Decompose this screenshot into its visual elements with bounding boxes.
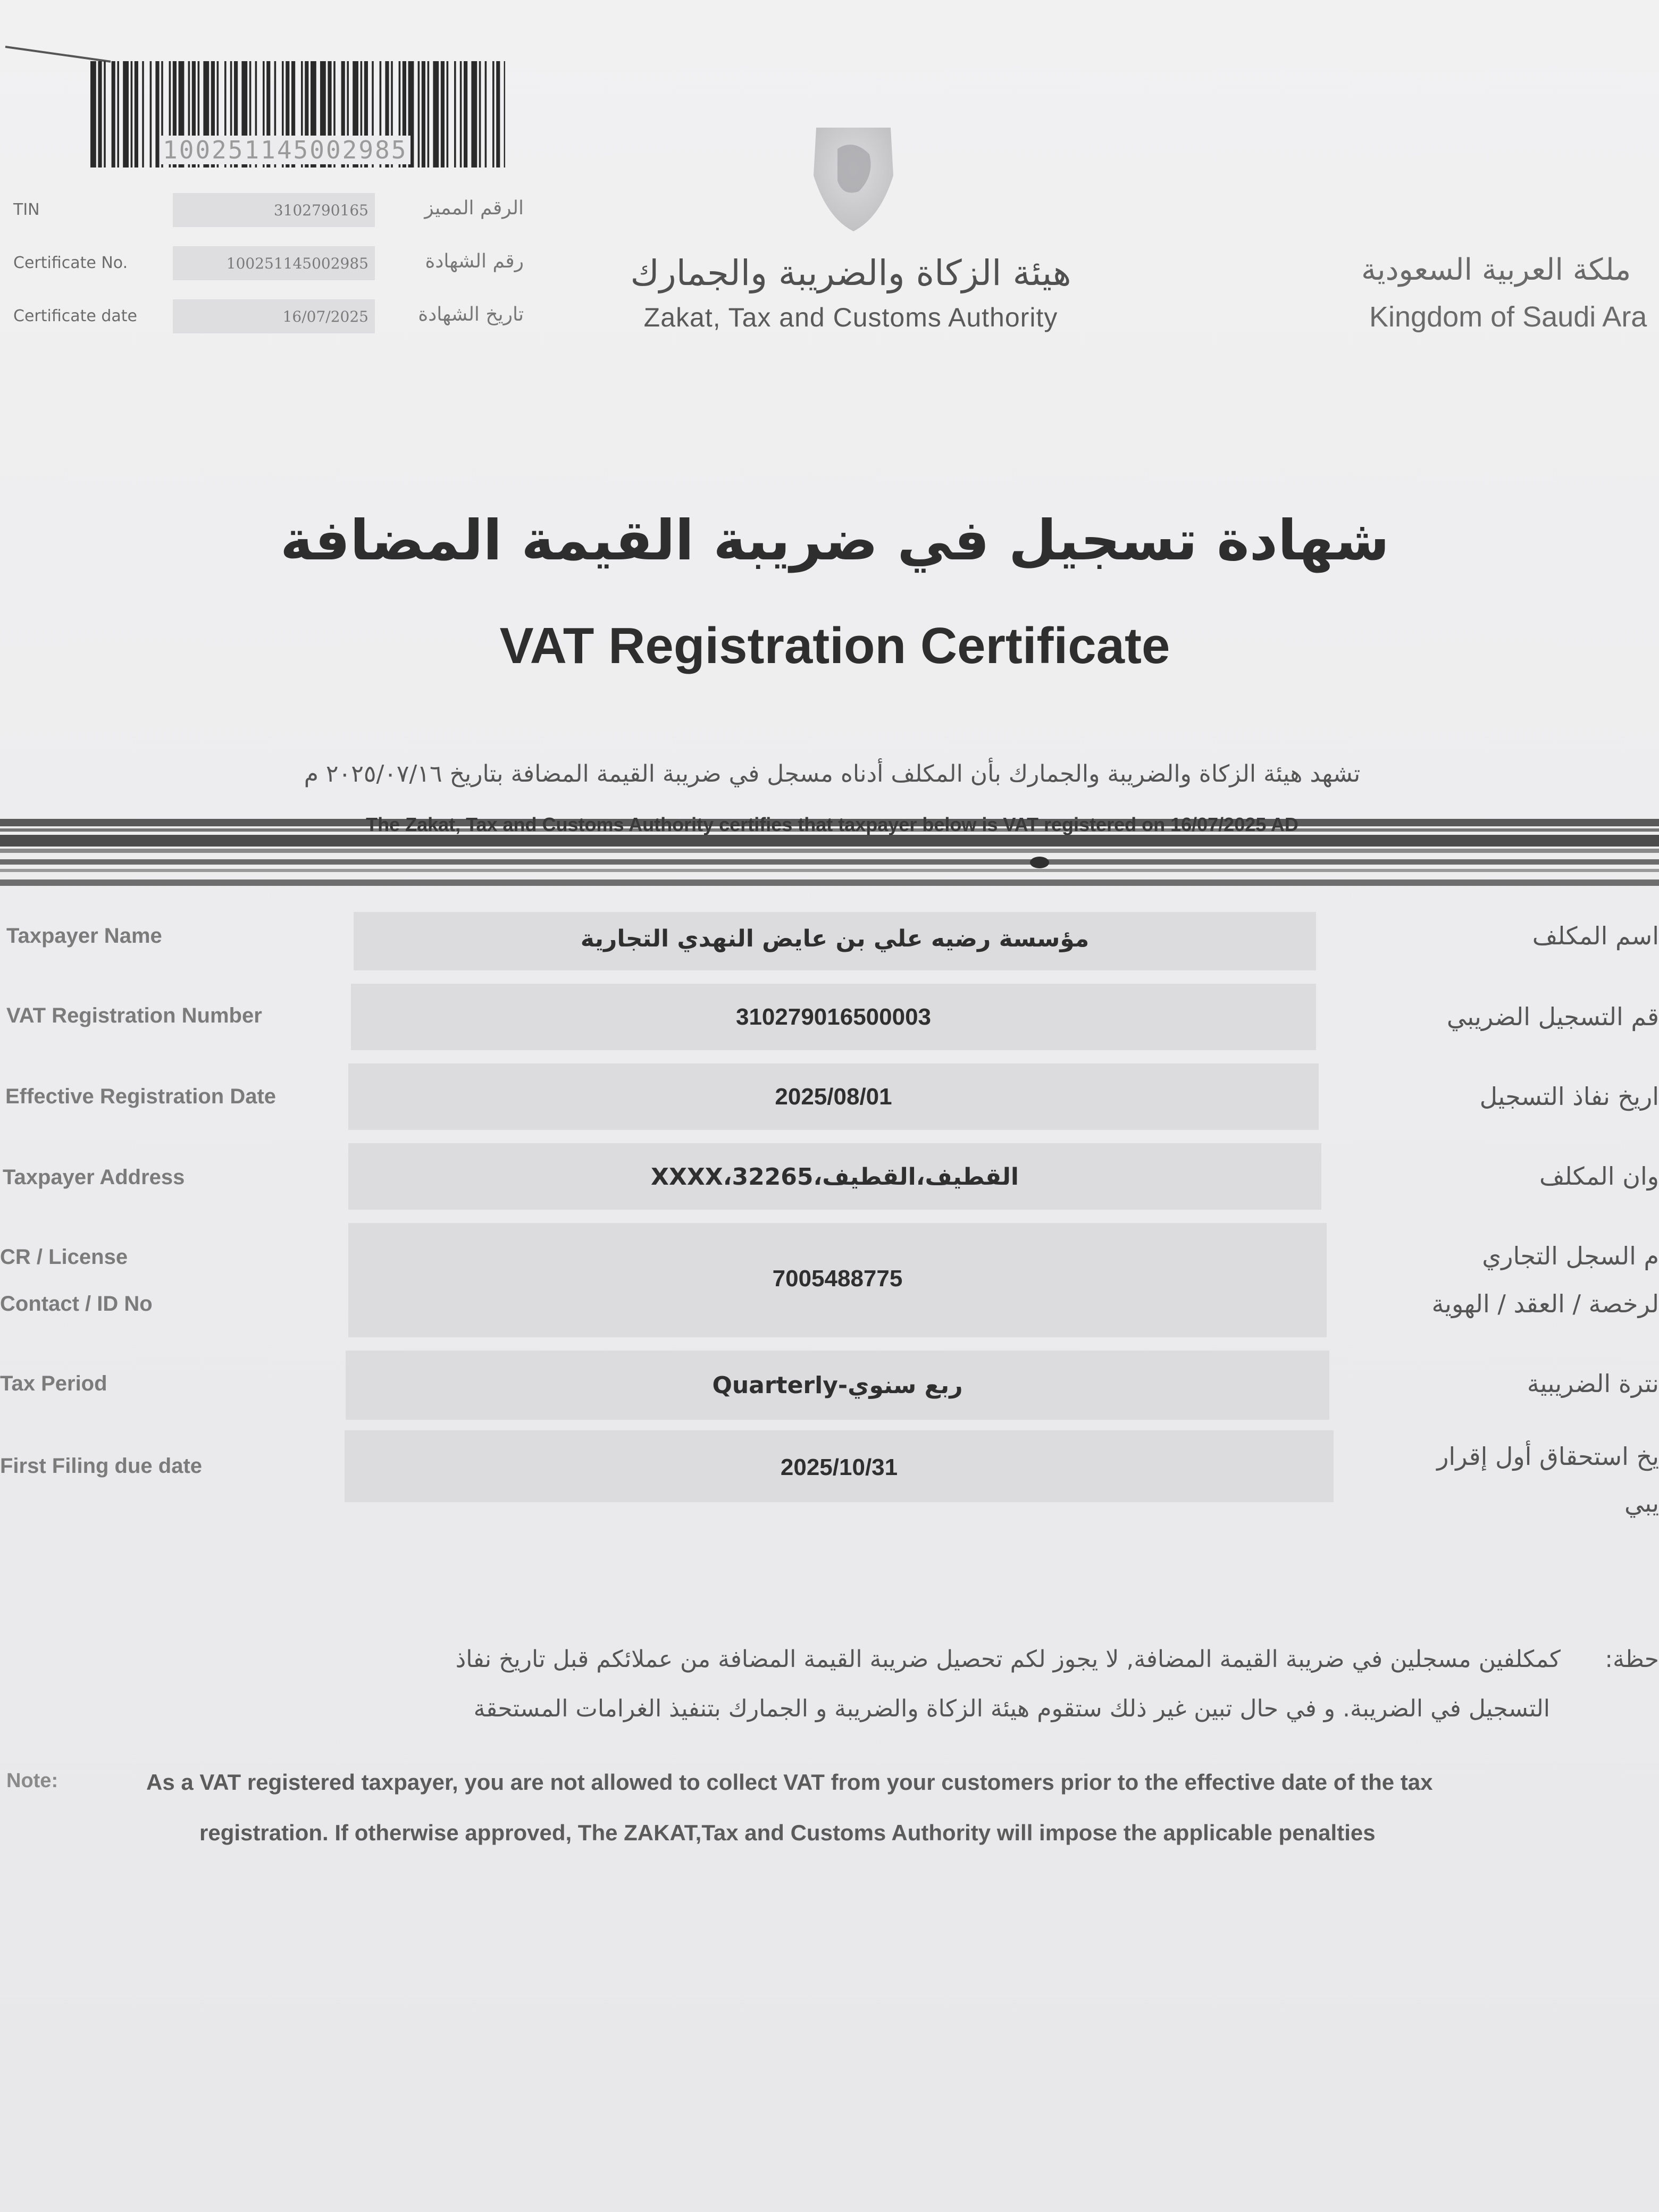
contact-id-label-en: Contact / ID No bbox=[0, 1292, 153, 1316]
first-filing-label-ar-2: يبي bbox=[1624, 1489, 1659, 1518]
cr-license-label-en: CR / License bbox=[0, 1245, 128, 1269]
note-label-ar: حظة: bbox=[1605, 1646, 1659, 1673]
taxpayer-address-label-en: Taxpayer Address bbox=[3, 1166, 185, 1189]
authority-name-en: Zakat, Tax and Customs Authority bbox=[643, 303, 1058, 332]
certificate-date-value: 16/07/2025 bbox=[282, 308, 368, 325]
certificate-date-value-box bbox=[173, 299, 375, 333]
tax-period-label-ar: نترة الضريبية bbox=[1527, 1369, 1659, 1398]
country-name-ar: ملكة العربية السعودية bbox=[1361, 253, 1631, 287]
tax-period-label-en: Tax Period bbox=[0, 1372, 107, 1395]
contact-id-label-ar: لرخصة / العقد / الهوية bbox=[1431, 1289, 1659, 1318]
taxpayer-address-label-ar: وان المكلف bbox=[1539, 1162, 1659, 1191]
taxpayer-address-cell bbox=[348, 1143, 1321, 1210]
tax-period-cell bbox=[346, 1351, 1329, 1420]
vat-number-cell bbox=[351, 984, 1316, 1050]
tin-value-box bbox=[173, 193, 375, 227]
cr-license-cell bbox=[348, 1223, 1327, 1337]
taxpayer-name-cell bbox=[354, 912, 1316, 970]
country-name-en: Kingdom of Saudi Ara bbox=[1369, 301, 1647, 333]
tax-period-value: ربع سنوي-Quarterly bbox=[712, 1372, 963, 1399]
effective-date-label-ar: اريخ نفاذ التسجيل bbox=[1479, 1082, 1659, 1111]
certificate-no-label-en: Certificate No. bbox=[13, 254, 128, 272]
certification-statement-ar: تشهد هيئة الزكاة والضريبة والجمارك بأن المكلف أدناه مسجل في ضريبة القيمة المضافة بتاريخ ٢٠٢٥/٠٧/١٦ م bbox=[304, 760, 1361, 787]
authority-emblem-icon bbox=[800, 117, 907, 234]
taxpayer-name-label-ar: اسم المكلف bbox=[1532, 921, 1659, 950]
certificate-date-label-ar: تاريخ الشهادة bbox=[418, 304, 524, 325]
first-filing-cell bbox=[345, 1430, 1334, 1502]
cr-license-label-ar: م السجل التجاري bbox=[1482, 1242, 1659, 1270]
certification-statement-en: The Zakat, Tax and Customs Authority certifies that taxpayer below is VAT registered on 16/07/2025 AD bbox=[366, 814, 1298, 835]
certificate-title-ar: شهادة تسجيل في ضريبة القيمة المضافة bbox=[280, 508, 1389, 573]
certificate-date-row bbox=[13, 295, 524, 338]
tin-label-ar: الرقم المميز bbox=[424, 197, 524, 219]
effective-date-label-en: Effective Registration Date bbox=[5, 1085, 276, 1108]
first-filing-label-en: First Filing due date bbox=[0, 1454, 203, 1478]
tin-label-en: TIN bbox=[13, 200, 40, 219]
first-filing-label-ar: يخ استحقاق أول إقرار bbox=[1437, 1442, 1659, 1471]
barcode-number: 100251145002985 bbox=[160, 136, 410, 164]
scan-mark bbox=[5, 46, 111, 63]
tin-row bbox=[13, 189, 524, 231]
certificate-date-label-en: Certificate date bbox=[13, 307, 138, 325]
taxpayer-name-label-en: Taxpayer Name bbox=[6, 924, 162, 948]
certificate-title-en: VAT Registration Certificate bbox=[499, 617, 1170, 674]
cr-license-value: 7005488775 bbox=[772, 1266, 903, 1292]
first-filing-value: 2025/10/31 bbox=[780, 1454, 898, 1480]
note-text-en-line-2: registration. If otherwise approved, The ZAKAT,Tax and Customs Authority will impose the applicable penalties bbox=[199, 1820, 1376, 1845]
note-label-en: Note: bbox=[6, 1770, 58, 1792]
certificate-no-value: 100251145002985 bbox=[226, 255, 368, 272]
taxpayer-address-value: القطيف،القطيف،32265،XXXX bbox=[651, 1163, 1019, 1191]
vat-number-label-en: VAT Registration Number bbox=[6, 1004, 262, 1027]
note-text-ar-line-2: التسجيل في الضريبة. و في حال تبين غير ذلك ستقوم هيئة الزكاة والضريبة و الجمارك بتنفيذ الغرامات المستحقة bbox=[473, 1695, 1550, 1722]
certificate-no-value-box bbox=[173, 246, 375, 280]
vat-number-value: 310279016500003 bbox=[735, 1004, 932, 1030]
note-text-ar-line-1: كمكلفين مسجلين في ضريبة القيمة المضافة, لا يجوز لكم تحصيل ضريبة القيمة المضافة من عملائكم قبل تاريخ نفاذ bbox=[455, 1646, 1561, 1673]
vat-number-label-ar: قم التسجيل الضريبي bbox=[1446, 1002, 1659, 1031]
certificate-no-row bbox=[13, 242, 524, 284]
effective-date-value: 2025/08/01 bbox=[775, 1084, 892, 1110]
note-text-en-line-1: As a VAT registered taxpayer, you are not allowed to collect VAT from your customers prior to the effective date of the tax bbox=[146, 1770, 1433, 1795]
taxpayer-name-value: مؤسسة رضيه علي بن عايض النهدي التجارية bbox=[580, 925, 1090, 952]
tin-value: 3102790165 bbox=[273, 202, 368, 219]
authority-name-ar: هيئة الزكاة والضريبة والجمارك bbox=[630, 253, 1071, 294]
certificate-no-label-ar: رقم الشهادة bbox=[425, 250, 524, 272]
effective-date-cell bbox=[348, 1063, 1319, 1130]
